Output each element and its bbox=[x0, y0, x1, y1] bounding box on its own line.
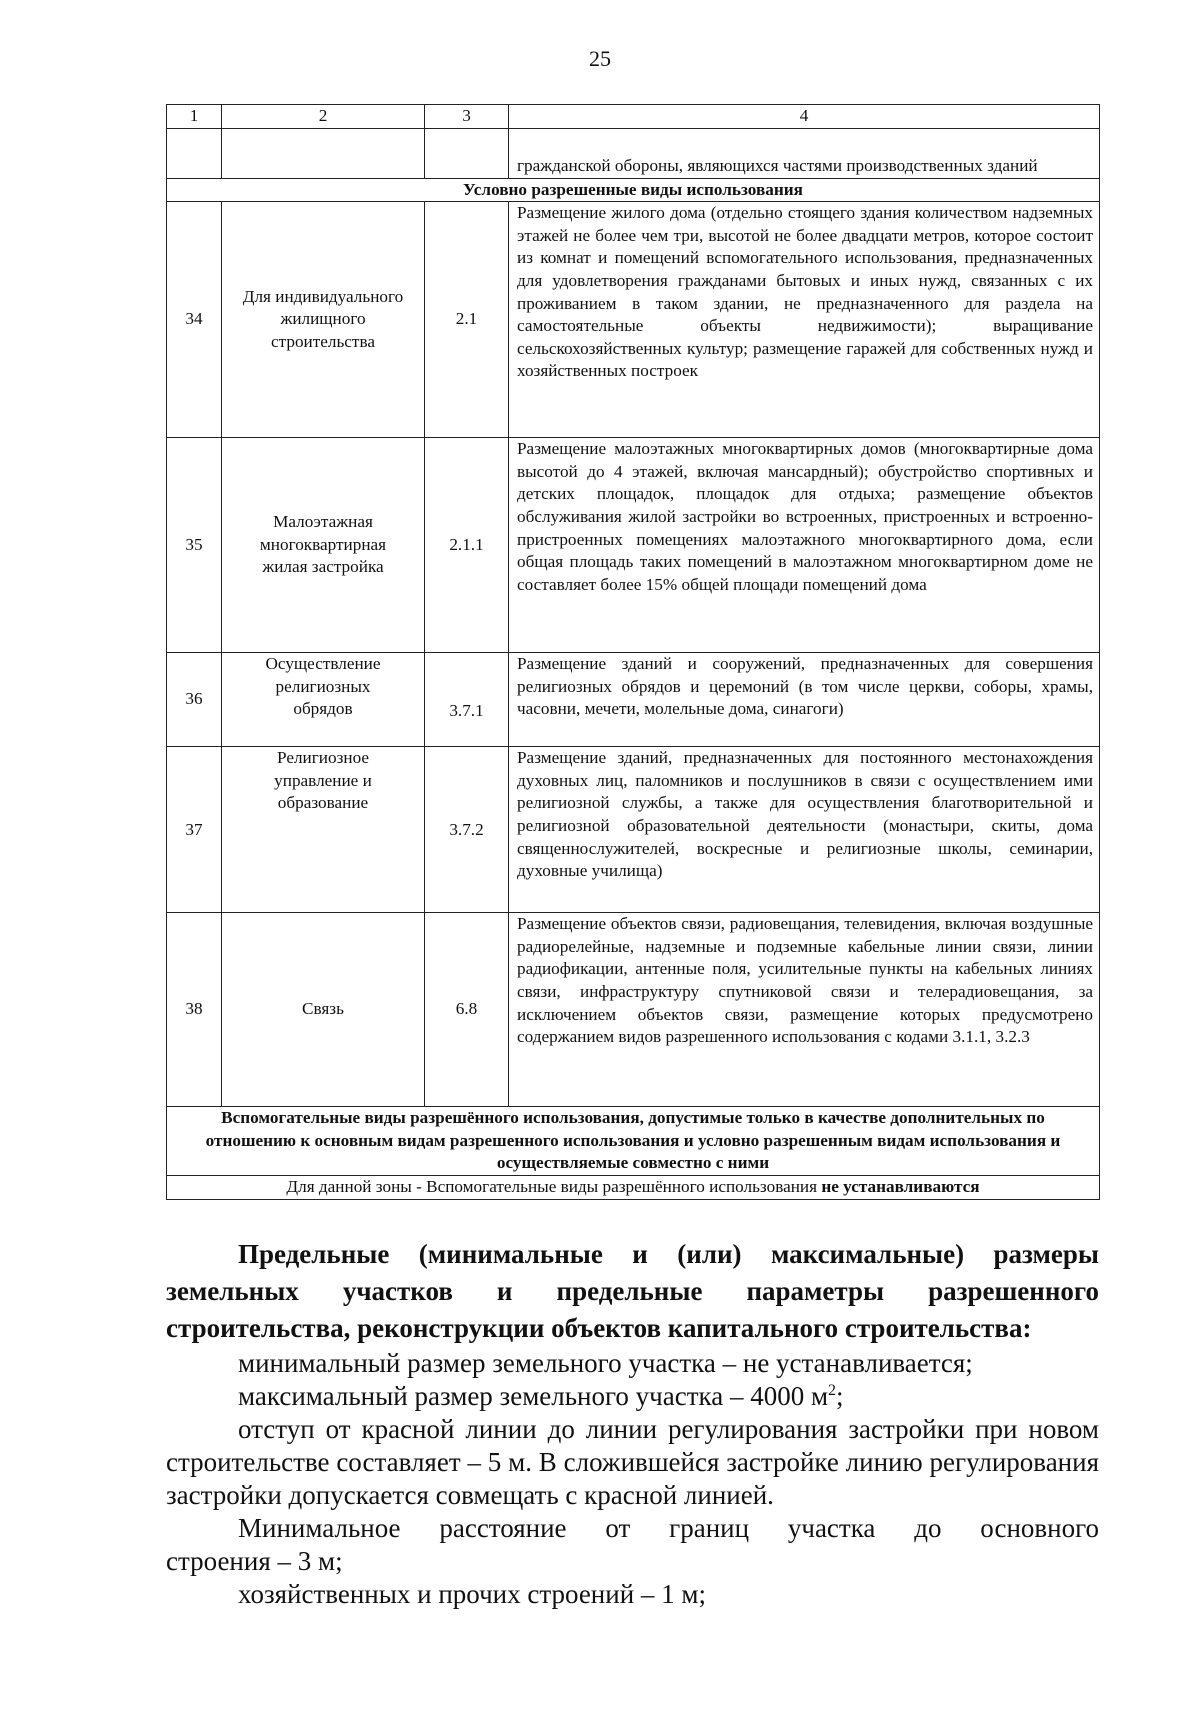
parameters-heading: Предельные (минимальные и (или) максимальные) размеры земельных участков и предельные параметры разрешенного строительства, реконструкции объектов капитального строительства: bbox=[166, 1239, 1099, 1343]
row-code: 2.1 bbox=[425, 202, 509, 438]
auxiliary-note bbox=[167, 1175, 1100, 1199]
row-code: 2.1.1 bbox=[425, 438, 509, 653]
conditional-section-row bbox=[167, 178, 1100, 202]
header-cell-3: 3 bbox=[425, 105, 509, 129]
row-description: Размещение объектов связи, радиовещания, телевидения, включая воздушные радиорелейные, надземные и подземные кабельные линии связи, линии радиофикации, антенные поля, усилительные пункты на кабельных линиях связи, инфраструктуру спутниковой связи и телерадиовещания, за исключением объектов связи, размещение которых предусмотрено содержанием видов разрешенного использования с кодами 3.1.1, 3.2.3 bbox=[509, 913, 1100, 1107]
min-distance-aux: хозяйственных и прочих строений – 1 м; bbox=[238, 1579, 706, 1609]
row-number: 38 bbox=[167, 913, 222, 1107]
row-name: Религиозное управление и образование bbox=[222, 747, 425, 913]
row-name: Осуществление религиозных обрядов bbox=[222, 653, 425, 747]
max-plot-size bbox=[166, 1380, 1099, 1413]
row-description: Размещение жилого дома (отдельно стоящего здания количеством надземных этажей не более чем три, высотой не более двадцати метров, которое состоит из комнат и помещений вспомогательного использования, предназначенных для удовлетворения гражданами бытовых и иных нужд, связанных с их проживанием в таком здании, не предназначенного для раздела на самостоятельные объекты недвижимости); выращивание сельскохозяйственных культур; размещение гаражей для собственных нужд и хозяйственных построек bbox=[509, 202, 1100, 438]
row-number: 34 bbox=[167, 202, 222, 438]
red-line-setback: отступ от красной линии до линии регулирования застройки при новом строительстве составляет – 5 м. В сложившейся застройке линию регулирования застройки допускается совмещать с красной линией. bbox=[166, 1414, 1099, 1510]
auxiliary-note-prefix: Для данной зоны - Вспомогательные виды разрешённого использования bbox=[286, 1176, 818, 1196]
table-row bbox=[167, 747, 1100, 913]
continuation-row bbox=[167, 128, 1100, 178]
table-row bbox=[167, 202, 1100, 438]
row-name: Малоэтажная многоквартирная жилая застройка bbox=[222, 438, 425, 653]
min-distance-intro: Минимальное расстояние от границ участка до основного bbox=[238, 1513, 1099, 1543]
zoning-table bbox=[166, 104, 1100, 1200]
max-plot-exponent: 2 bbox=[828, 1382, 837, 1399]
row-description: Размещение зданий и сооружений, предназначенных для совершения религиозных обрядов и церемоний (в том числе церкви, соборы, храмы, часовни, мечети, молельные дома, синагоги) bbox=[509, 653, 1100, 747]
table-row bbox=[167, 913, 1100, 1107]
row-description: Размещение зданий, предназначенных для постоянного местонахождения духовных лиц, паломников и послушников в связи с осуществлением ими религиозной службы, а также для осуществления благотворительной и религиозной образовательной деятельности (монастыри, скиты, дома священнослужителей, воскресные и религиозные школы, семинарии, духовные училища) bbox=[509, 747, 1100, 913]
auxiliary-section-row bbox=[167, 1107, 1100, 1176]
row-description: Размещение малоэтажных многоквартирных домов (многоквартирные дома высотой до 4 этажей, включая мансардный); обустройство спортивных и детских площадок, площадок для отдыха; размещение объектов обслуживания жилой застройки во встроенных, пристроенных и встроенно-пристроенных помещениях малоэтажного многоквартирного дома, если общая площадь таких помещений в малоэтажном многоквартирном доме не составляет более 15% общей площади помещений дома bbox=[509, 438, 1100, 653]
auxiliary-note-bold: не устанавливаются bbox=[821, 1176, 980, 1196]
max-plot-suffix: ; bbox=[836, 1381, 844, 1411]
min-distance-main: строения – 3 м; bbox=[166, 1546, 343, 1576]
auxiliary-section-title: Вспомогательные виды разрешённого использования, допустимые только в качестве дополнительных по отношению к основным видам разрешенного использования и условно разрешенным видам использования и осуществляемые совместно с ними bbox=[167, 1107, 1100, 1176]
table-row bbox=[167, 653, 1100, 747]
row-name: Для индивидуального жилищного строительства bbox=[222, 202, 425, 438]
min-plot-size: минимальный размер земельного участка – не устанавливается; bbox=[238, 1348, 973, 1378]
row-code: 3.7.2 bbox=[425, 747, 509, 913]
row-code: 6.8 bbox=[425, 913, 509, 1107]
table-header-row bbox=[167, 105, 1100, 129]
auxiliary-note-row bbox=[167, 1175, 1100, 1199]
page-number: 25 bbox=[589, 46, 611, 71]
row-number: 37 bbox=[167, 747, 222, 913]
header-cell-4: 4 bbox=[509, 105, 1100, 129]
parameters-section bbox=[166, 1236, 1099, 1611]
continuation-description: гражданской обороны, являющихся частями производственных зданий bbox=[509, 128, 1100, 178]
table-row bbox=[167, 438, 1100, 653]
row-number: 36 bbox=[167, 653, 222, 747]
row-code: 3.7.1 bbox=[425, 653, 509, 747]
row-name: Связь bbox=[222, 913, 425, 1107]
header-cell-2: 2 bbox=[222, 105, 425, 129]
max-plot-prefix: максимальный размер земельного участка – 4000 м bbox=[238, 1381, 829, 1411]
header-cell-1: 1 bbox=[167, 105, 222, 129]
conditional-section-title: Условно разрешенные виды использования bbox=[167, 178, 1100, 202]
row-number: 35 bbox=[167, 438, 222, 653]
